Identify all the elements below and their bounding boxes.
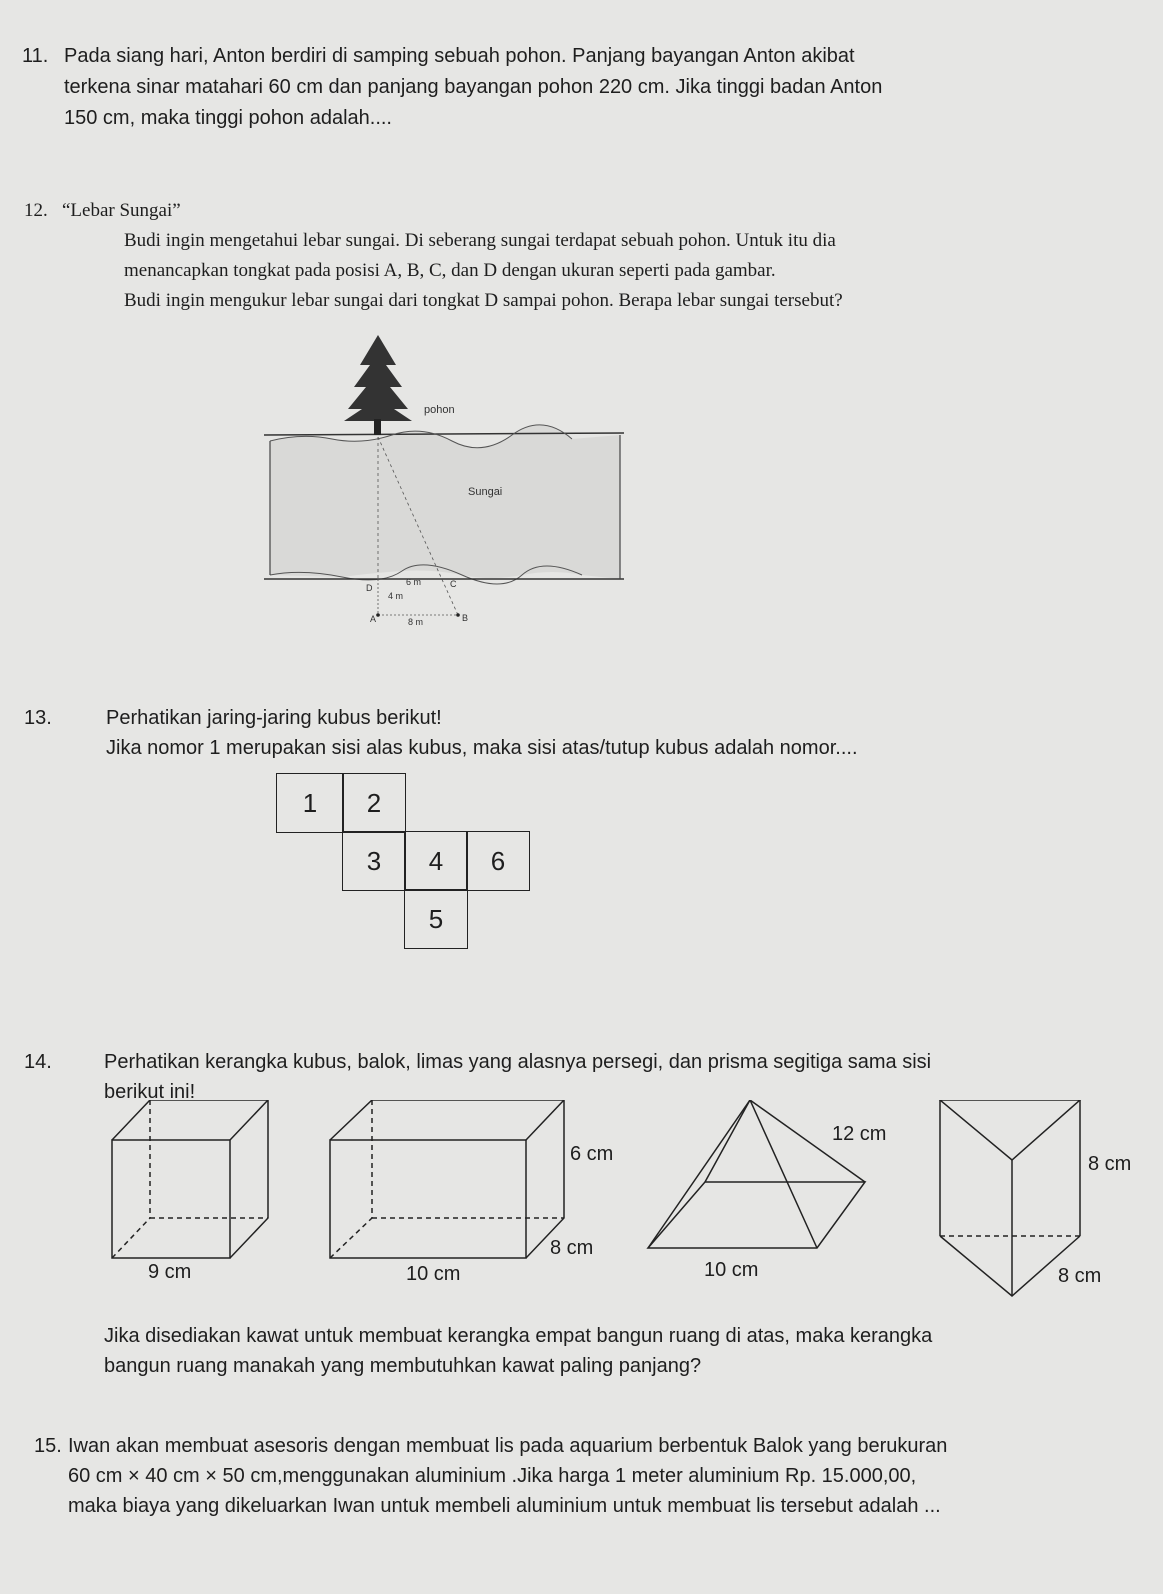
q15-line3: maka biaya yang dikeluarkan Iwan untuk membeli aluminium untuk membuat lis tersebut adalah ... — [68, 1495, 941, 1517]
q12-line1: Budi ingin mengetahui lebar sungai. Di seberang sungai terdapat sebuah pohon. Untuk itu dia — [124, 230, 836, 251]
cube-net — [276, 773, 536, 968]
point-d-label: D — [366, 583, 373, 593]
shapes-figure — [100, 1100, 1160, 1330]
q14-line3: Jika disediakan kawat untuk membuat kerangka empat bangun ruang di atas, maka kerangka — [104, 1325, 933, 1347]
box-frame — [330, 1100, 564, 1258]
ab-label: 8 m — [408, 617, 424, 627]
river-figure — [262, 335, 632, 635]
point-a — [376, 613, 380, 617]
river-area — [270, 425, 620, 579]
q15-line1: Iwan akan membuat asesoris dengan membuat lis pada aquarium berbentuk Balok yang berukuran — [68, 1435, 948, 1457]
pyramid-slant-label: 12 cm — [832, 1123, 887, 1145]
point-c-label: C — [450, 579, 457, 589]
prism-height-label: 8 cm — [1088, 1153, 1132, 1175]
dc-label: 6 m — [406, 577, 422, 587]
point-a-label: A — [370, 614, 377, 624]
q13-line2: Jika nomor 1 merupakan sisi alas kubus, maka sisi atas/tutup kubus adalah nomor.... — [106, 737, 858, 759]
net-face-2: 2 — [342, 773, 406, 833]
q14-line2: berikut ini! — [104, 1081, 196, 1103]
q14-number: 14. — [24, 1051, 52, 1073]
q15-line2: 60 cm × 40 cm × 50 cm,menggunakan aluminium .Jika harga 1 meter aluminium Rp. 15.000,00, — [68, 1465, 917, 1487]
box-width-label: 8 cm — [550, 1237, 594, 1259]
tree-label: pohon — [424, 404, 455, 416]
point-b — [456, 613, 460, 617]
box-length-label: 10 cm — [406, 1263, 461, 1285]
net-face-4: 4 — [404, 831, 468, 891]
prism-base-label: 8 cm — [1058, 1265, 1102, 1287]
q11-line3: 150 cm, maka tinggi pohon adalah.... — [64, 107, 392, 129]
q13-number: 13. — [24, 707, 52, 729]
q15-number: 15. — [34, 1435, 62, 1457]
net-face-1: 1 — [276, 773, 344, 833]
cube-edge-label: 9 cm — [148, 1261, 192, 1283]
ad-label: 4 m — [388, 591, 404, 601]
point-b-label: B — [462, 613, 469, 623]
q13-line1: Perhatikan jaring-jaring kubus berikut! — [106, 707, 442, 729]
q11-line1: Pada siang hari, Anton berdiri di samping sebuah pohon. Panjang bayangan Anton akibat — [64, 45, 855, 67]
q14-line1: Perhatikan kerangka kubus, balok, limas yang alasnya persegi, dan prisma segitiga sama sisi — [104, 1051, 932, 1073]
river-top-bank — [264, 433, 624, 435]
river-label: Sungai — [468, 486, 503, 498]
q12-number: 12. — [24, 200, 48, 221]
pyramid-base-label: 10 cm — [704, 1259, 759, 1281]
cube-frame — [112, 1100, 268, 1258]
q14-line4: bangun ruang manakah yang membutuhkan kawat paling panjang? — [104, 1355, 702, 1377]
net-face-3: 3 — [342, 831, 406, 891]
box-height-label: 6 cm — [570, 1143, 614, 1165]
q12-line3: Budi ingin mengukur lebar sungai dari tongkat D sampai pohon. Berapa lebar sungai tersebut? — [124, 290, 843, 311]
q11-number: 11. — [22, 45, 49, 67]
q12-line2: menancapkan tongkat pada posisi A, B, C, dan D dengan ukuran seperti pada gambar. — [124, 260, 776, 281]
tree-icon — [344, 335, 412, 435]
net-face-5: 5 — [404, 889, 468, 949]
net-face-6: 6 — [466, 831, 530, 891]
q11-line2: terkena sinar matahari 60 cm dan panjang bayangan pohon 220 cm. Jika tinggi badan Anton — [64, 76, 883, 98]
q12-title: “Lebar Sungai” — [62, 200, 181, 221]
